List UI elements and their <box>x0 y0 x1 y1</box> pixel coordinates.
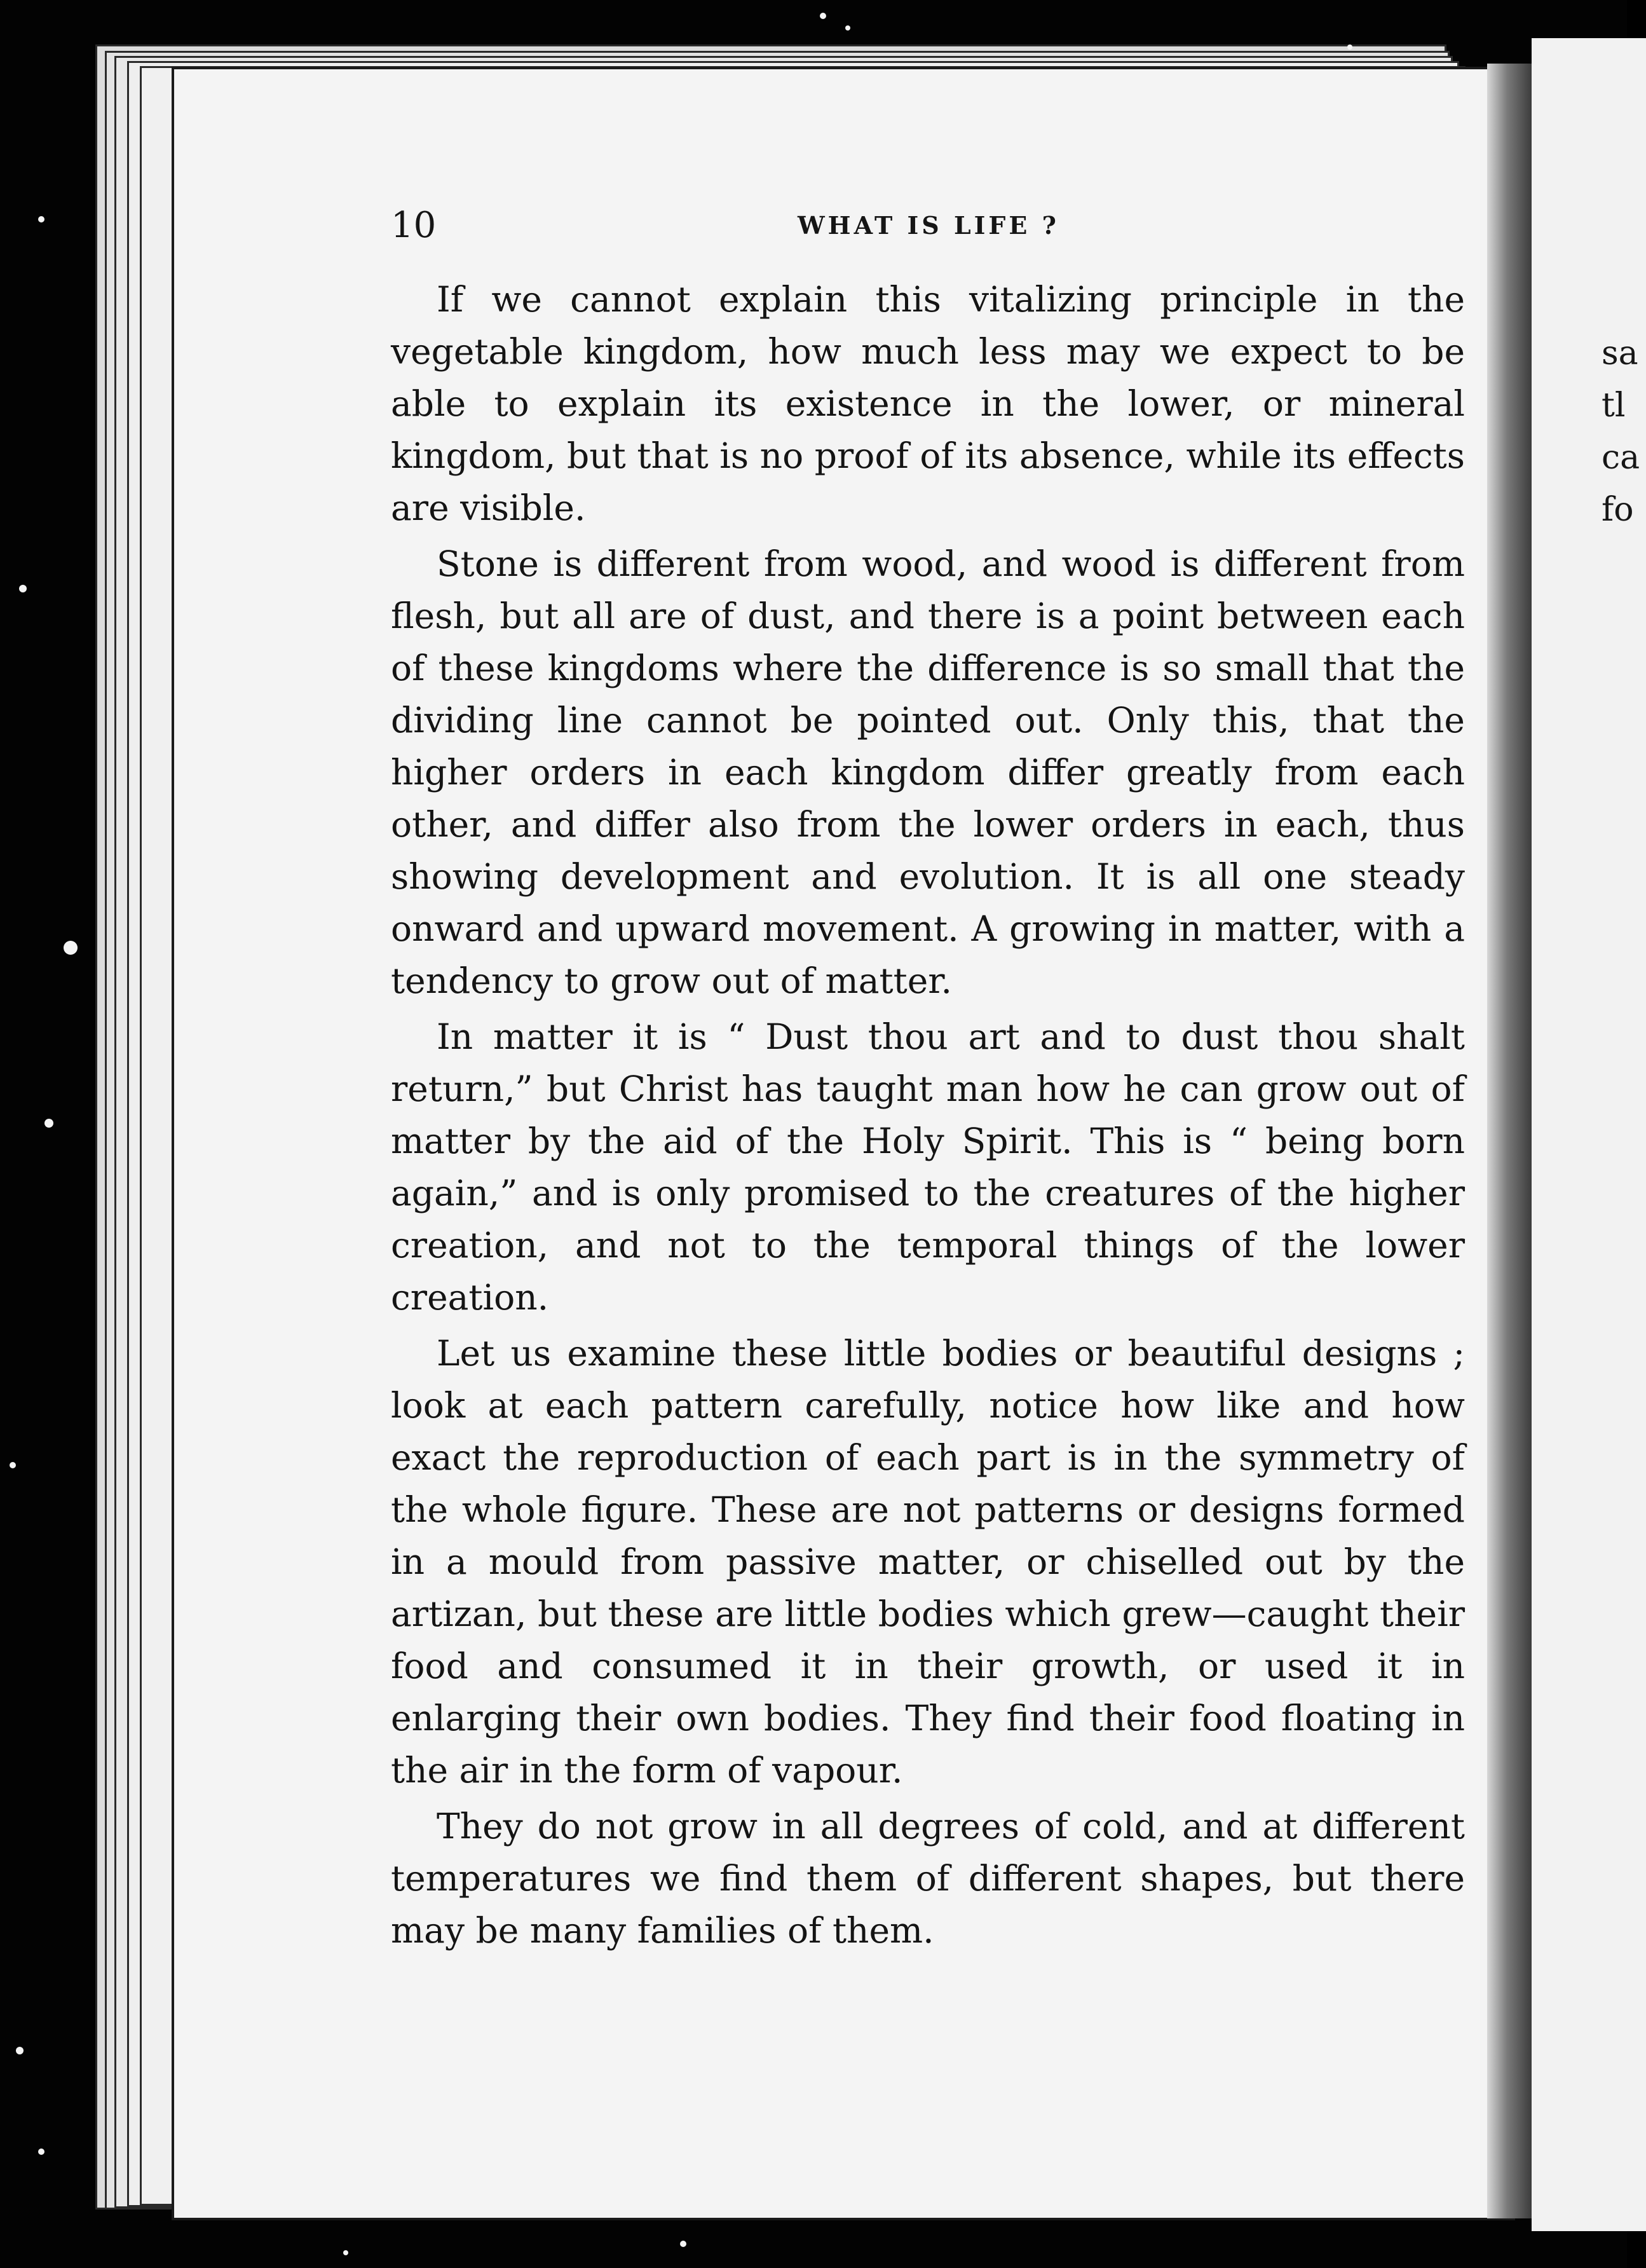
scan-speck <box>44 1119 53 1128</box>
running-head <box>391 202 1465 253</box>
body-text <box>391 273 1465 1960</box>
paragraph: Stone is different from wood, and wood is different from flesh, but all are of dust, and there is a point between each of these kingdoms where the difference is so small that the dividing line cannot be pointed out. Only this, that the higher orders in each kingdom differ greatly from each other, and differ also from the lower orders in each, thus showing development and evolution. It is all one steady onward and upward movement. A growing in matter, with a tendency to grow out of matter. <box>391 543 1465 1001</box>
paragraph: In matter it is “ Dust thou art and to dust thou shalt return,” but Christ has taught man how he can grow out of matter by the aid of the Holy Spirit. This is “ being born again,” and is only promised to the creatures of the higher creation, and not to the temporal things of the lower creation. <box>391 1016 1465 1318</box>
scan-speck <box>38 2148 44 2155</box>
scan-speck <box>64 941 78 955</box>
facing-page-fragment: sa <box>1602 334 1638 372</box>
scan-speck <box>10 1462 16 1468</box>
facing-page-fragment: ca <box>1602 439 1640 477</box>
scan-speck <box>38 216 44 222</box>
paragraph: If we cannot explain this vitalizing principle in the vegetable kingdom, how much less may we expect to be able to explain its existence in the lower, or mineral kingdom, but that is no proof of its absence, while its effects are visible. <box>391 279 1465 528</box>
facing-page-fragment: fo <box>1602 491 1634 529</box>
page-number: 10 <box>391 205 437 246</box>
paragraph: They do not grow in all degrees of cold, and at different temperatures we find them of different shapes, but there may be many families of them. <box>391 1806 1465 1951</box>
running-head-title: WHAT IS LIFE ? <box>798 211 1059 240</box>
facing-page-fragment: tl <box>1602 386 1626 425</box>
scan-speck <box>343 2250 348 2255</box>
scan-speck <box>680 2241 686 2247</box>
scan-speck <box>820 13 826 19</box>
book-gutter <box>1487 64 1532 2218</box>
paragraph: Let us examine these little bodies or beautiful designs ; look at each pattern carefully, notice how like and how exact the reproduction of each part is in the symmetry of the whole figure. These are not patterns or designs formed in a mould from passive matter, or chiselled out by the artizan, but these are little bodies which grew—caught their food and consumed it in their growth, or used it in enlarging their own bodies. They find their food floating in the air in the form of vapour. <box>391 1333 1465 1791</box>
scan-speck <box>19 585 27 592</box>
scan-speck <box>845 25 850 31</box>
scan-speck <box>16 2047 24 2054</box>
scan-speck <box>1347 44 1352 50</box>
